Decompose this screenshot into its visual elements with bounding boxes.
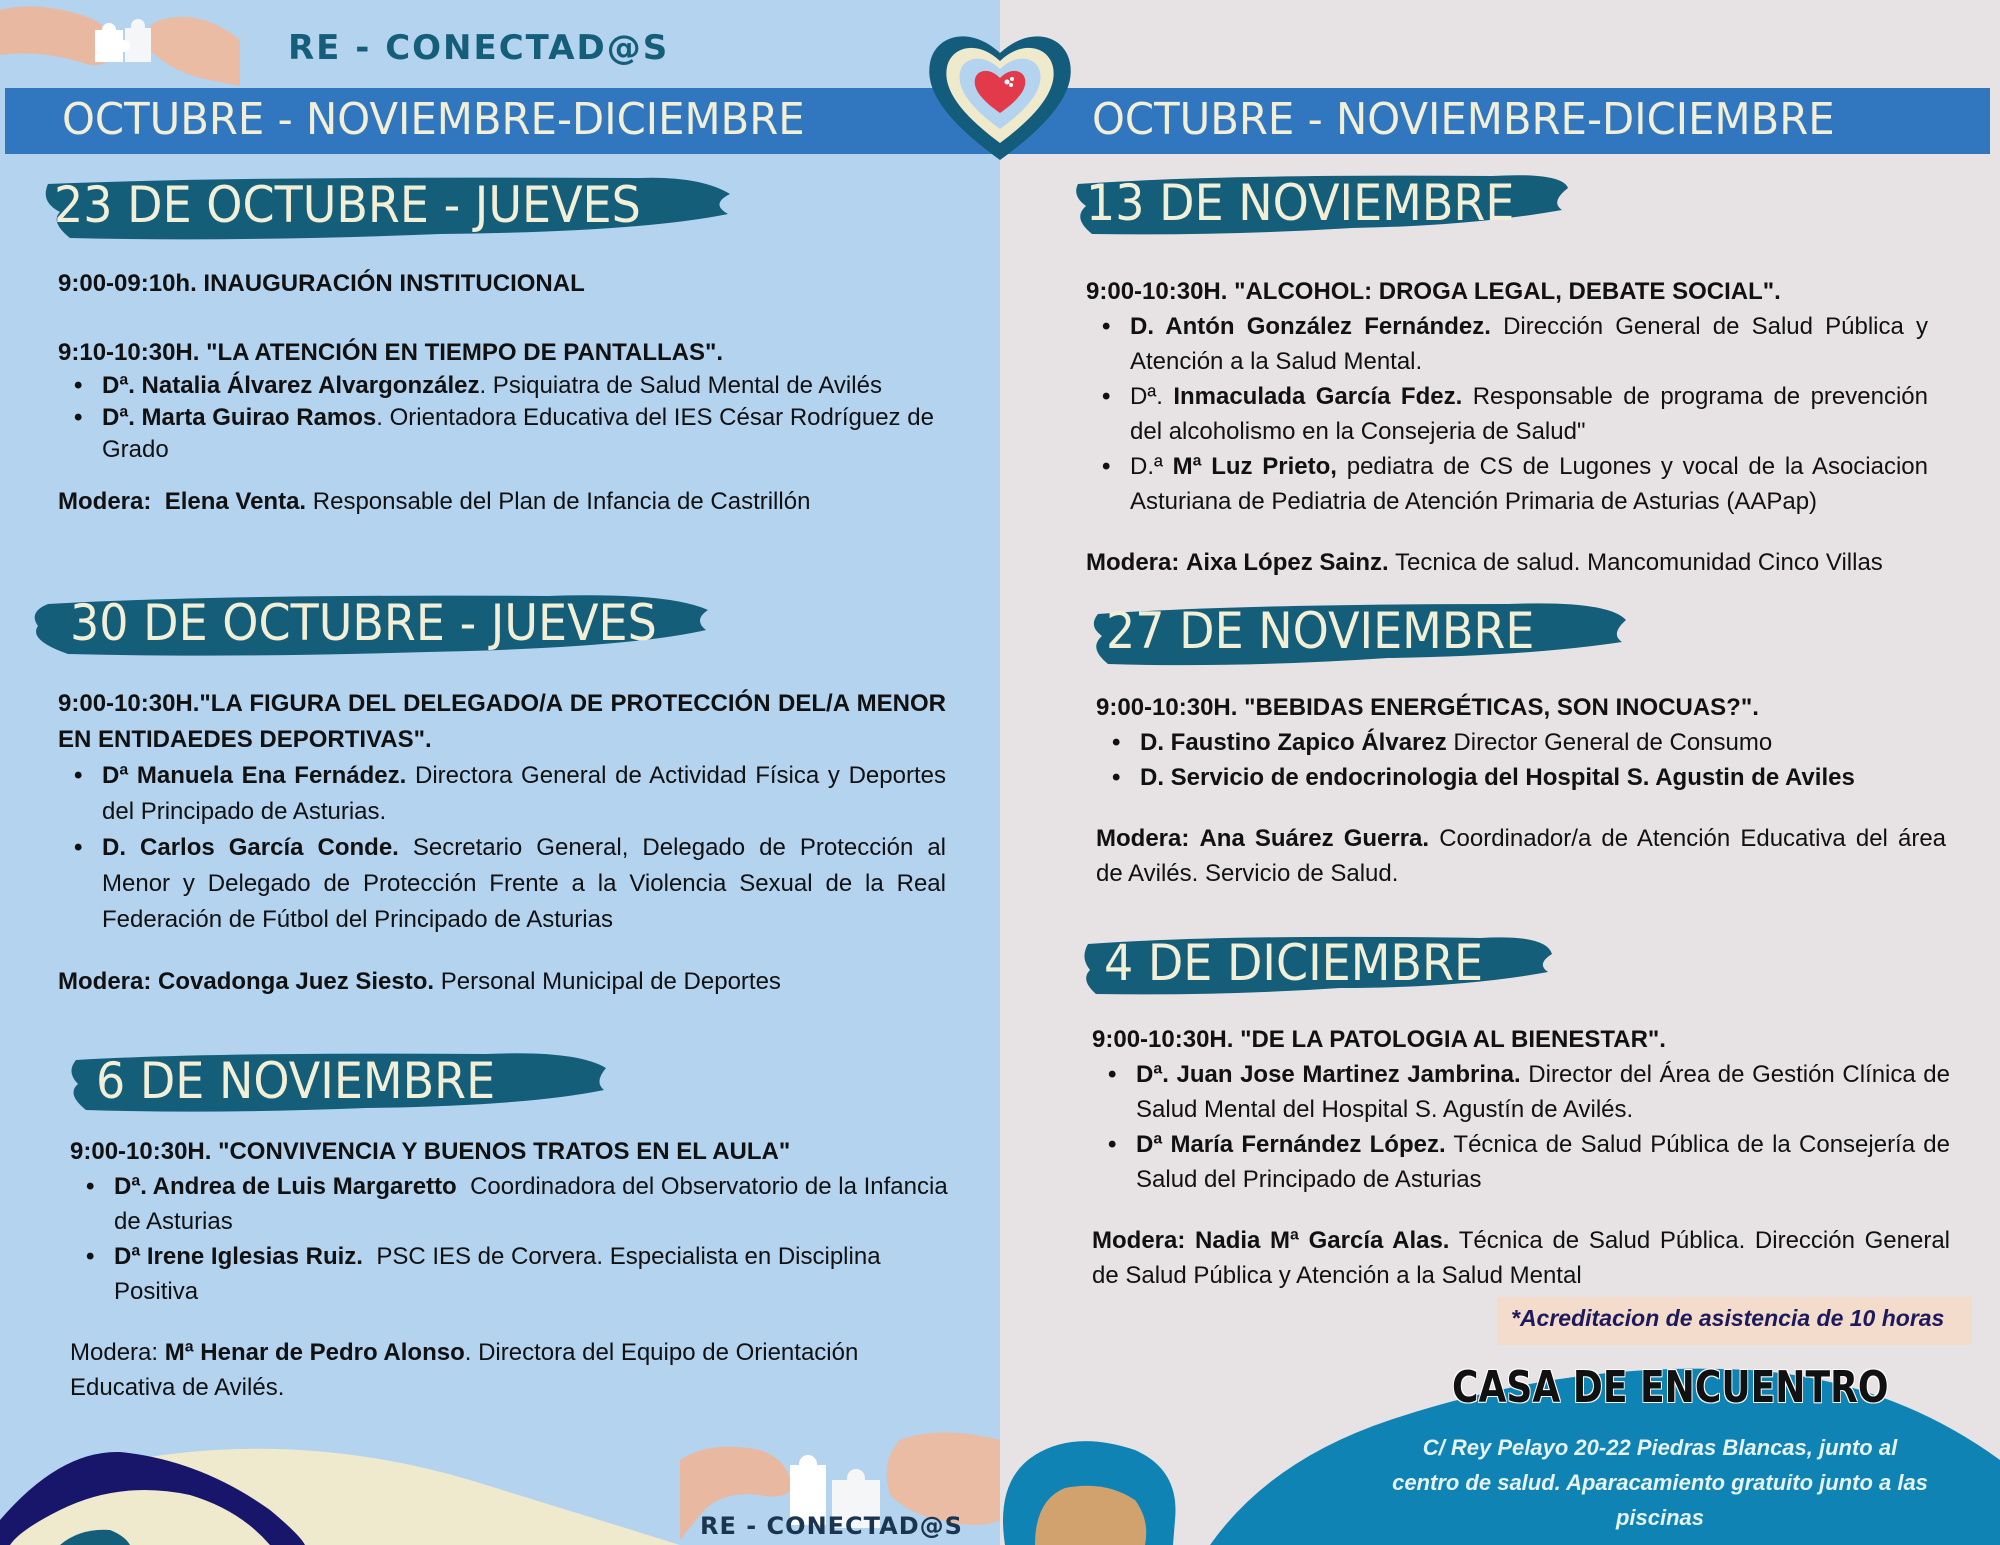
date-label: 23 DE OCTUBRE - JUEVES	[54, 176, 641, 234]
session-oct-23	[58, 266, 948, 519]
decorative-blob-right	[995, 1430, 1185, 1545]
speaker-item	[1130, 449, 1928, 519]
date-banner-nov-27	[1088, 598, 1626, 668]
speaker-item	[102, 370, 948, 402]
moderator-role: . Directora del Equipo de Orientación Educativa de Avilés.	[70, 1339, 859, 1401]
session-title: 9:00-10:30H."LA FIGURA DEL DELEGADO/A DE PROTECCIÓN DEL/A MENOR EN ENTIDAEDES DEPORTIVAS".	[58, 690, 946, 753]
speaker-list	[114, 1169, 948, 1309]
speaker-name: Inmaculada García Fdez.	[1173, 383, 1463, 410]
moderator	[58, 484, 948, 519]
moderator-role: Técnica de Salud Pública. Dirección General de Salud Pública y Atención a la Salud Mental	[1092, 1227, 1951, 1289]
moderator-role: Personal Municipal de Deportes	[440, 968, 781, 995]
speaker-item	[102, 758, 946, 830]
speaker-list	[1136, 1057, 1950, 1197]
speaker-item	[114, 1169, 948, 1239]
speaker-name: Dª Manuela Ena Fernádez.	[102, 762, 407, 789]
speaker-list	[1140, 725, 1946, 795]
speaker-name: Dª. Juan Jose Martinez Jambrina.	[1136, 1061, 1521, 1088]
speaker-name: Dª María Fernández López.	[1136, 1131, 1446, 1158]
session-title: 9:00-10:30H. "CONVIVENCIA Y BUENOS TRATOS EN EL AULA"	[70, 1138, 791, 1165]
speaker-item	[1136, 1057, 1950, 1127]
session-title: 9:00-10:30H. "DE LA PATOLOGIA AL BIENESTAR".	[1092, 1026, 1666, 1053]
date-label: 13 DE NOVIEMBRE	[1086, 174, 1515, 232]
session-title: 9:00-10:30H. "ALCOHOL: DROGA LEGAL, DEBATE SOCIAL".	[1086, 278, 1781, 305]
session-dec-4	[1092, 1022, 1950, 1293]
moderator-name: Elena Venta.	[164, 488, 307, 515]
accreditation-tag	[1497, 1297, 1972, 1345]
speaker-name: Mª Luz Prieto,	[1172, 453, 1337, 480]
moderator-name: Covadonga Juez Siesto.	[158, 968, 435, 995]
months-title-right: OCTUBRE - NOVIEMBRE-DICIEMBRE	[1092, 94, 1835, 145]
speaker-role: Coordinadora del Observatorio de la Infancia de Asturias	[114, 1173, 948, 1235]
moderator-role: Tecnica de salud. Mancomunidad Cinco Villas	[1394, 549, 1883, 576]
speaker-role: . Psiquiatra de Salud Mental de Avilés	[479, 372, 882, 399]
session-title: 9:00-10:30H. "BEBIDAS ENERGÉTICAS, SON INOCUAS?".	[1096, 694, 1759, 721]
speaker-item	[1140, 725, 1946, 760]
speaker-role: PSC IES de Corvera. Especialista en Disciplina Positiva	[114, 1243, 881, 1305]
session-nov-6	[70, 1134, 948, 1405]
speaker-item	[114, 1239, 948, 1309]
speaker-item	[102, 830, 946, 938]
speaker-role: Técnica de Salud Pública de la Consejería de Salud del Principado de Asturias	[1136, 1131, 1950, 1193]
moderator-label: Modera:	[1096, 825, 1190, 852]
moderator	[58, 964, 946, 1000]
speaker-prefix: D.ª	[1130, 453, 1163, 480]
moderator-role: Responsable del Plan de Infancia de Castrillón	[312, 488, 811, 515]
session-oct-30	[58, 686, 946, 1000]
date-banner-nov-6	[66, 1048, 606, 1118]
moderator-label: Modera:	[1086, 549, 1180, 576]
date-label: 27 DE NOVIEMBRE	[1106, 602, 1535, 660]
speaker-item	[1130, 379, 1928, 449]
date-label: 6 DE NOVIEMBRE	[96, 1052, 496, 1110]
speaker-list	[102, 758, 946, 938]
speaker-name: Dª. Andrea de Luis Margaretto	[114, 1173, 457, 1200]
speaker-name: D. Antón González Fernández.	[1130, 313, 1491, 340]
speaker-role: Dirección General de Salud Pública y Atención a la Salud Mental.	[1130, 313, 1929, 375]
speaker-role: Director General de Consumo	[1453, 729, 1773, 756]
speaker-prefix: Dª.	[1130, 383, 1163, 410]
moderator-role: Coordinador/a de Atención Educativa del área de Avilés. Servicio de Salud.	[1096, 825, 1947, 887]
session-title: 9:00-09:10h. INAUGURACIÓN INSTITUCIONAL	[58, 270, 585, 297]
venue-title: CASA DE ENCUENTRO	[1452, 1362, 1889, 1413]
months-band-left	[5, 88, 995, 154]
moderator-label: Modera:	[1092, 1227, 1186, 1254]
accreditation-text: *Acreditacion de asistencia de 10 horas	[1511, 1305, 1945, 1331]
speaker-name: Dª. Natalia Álvarez Alvargonzález	[102, 372, 480, 399]
date-label: 4 DE DICIEMBRE	[1104, 934, 1484, 992]
puzzle-hands-icon	[0, 0, 240, 86]
speaker-name: D. Carlos García Conde.	[102, 834, 399, 861]
speaker-role: Secretario General, Delegado de Protección al Menor y Delegado de Protección Frente a la Violencia Sexual de la Real Federación de Fútbol del Principado de Asturias	[102, 834, 947, 933]
date-label: 30 DE OCTUBRE - JUEVES	[70, 594, 657, 652]
session-nov-27	[1096, 690, 1946, 891]
speaker-name: D. Faustino Zapico Álvarez	[1140, 729, 1447, 756]
speaker-name: D. Servicio de endocrinologia del Hospital S. Agustin de Aviles	[1140, 764, 1855, 791]
speaker-role: pediatra de CS de Lugones y vocal de la Asociacion Asturiana de Pediatria de Atención Primaria de Asturias (AAPap)	[1130, 453, 1929, 515]
date-banner-dec-4	[1080, 930, 1552, 1000]
speaker-name: Dª. Marta Guirao Ramos	[102, 404, 377, 431]
date-banner-oct-30	[28, 590, 708, 660]
moderator-label: Modera:	[58, 488, 152, 515]
moderator	[1092, 1223, 1950, 1293]
brand-logo-top: RE - CONECTAD@S	[288, 28, 670, 68]
moderator-name: Ana Suárez Guerra.	[1199, 825, 1430, 852]
speaker-item	[1140, 760, 1946, 795]
speaker-role: Responsable de programa de prevención del alcoholismo en la Consejeria de Salud"	[1130, 383, 1928, 445]
session-title: 9:10-10:30H. "LA ATENCIÓN EN TIEMPO DE PANTALLAS".	[58, 339, 724, 366]
moderator-label: Modera:	[70, 1339, 159, 1366]
date-banner-oct-23	[40, 172, 730, 242]
moderator	[70, 1335, 930, 1405]
speaker-name: Dª Irene Iglesias Ruiz.	[114, 1243, 363, 1270]
moderator	[1086, 545, 1928, 580]
decorative-blob-left	[0, 1440, 700, 1545]
speaker-list	[102, 370, 948, 466]
moderator-name: Mª Henar de Pedro Alonso	[164, 1339, 465, 1366]
months-band-right	[1000, 88, 1990, 154]
moderator-label: Modera:	[58, 968, 152, 995]
months-title-left: OCTUBRE - NOVIEMBRE-DICIEMBRE	[62, 94, 805, 145]
date-banner-nov-13	[1072, 170, 1568, 240]
moderator-name: Aixa López Sainz.	[1186, 549, 1389, 576]
speaker-item	[1130, 309, 1928, 379]
speaker-role: Directora General de Actividad Física y Deportes del Principado de Asturias.	[102, 762, 946, 825]
venue-address: C/ Rey Pelayo 20-22 Piedras Blancas, junto al centro de salud. Aparacamiento gratuito junto a las piscinas	[1392, 1435, 1928, 1530]
speaker-item	[102, 402, 948, 466]
speaker-list	[1130, 309, 1928, 519]
speaker-item	[1136, 1127, 1950, 1197]
moderator	[1096, 821, 1946, 891]
speaker-role: . Orientadora Educativa del IES César Rodríguez de Grado	[102, 404, 934, 463]
moderator-name: Nadia Mª García Alas.	[1195, 1227, 1450, 1254]
speaker-role: Director del Área de Gestión Clínica de Salud Mental del Hospital S. Agustín de Avilés.	[1136, 1061, 1951, 1123]
session-nov-13	[1086, 274, 1928, 580]
heart-icon	[925, 25, 1075, 165]
brand-logo-bottom: RE - CONECTAD@S	[700, 1512, 963, 1540]
